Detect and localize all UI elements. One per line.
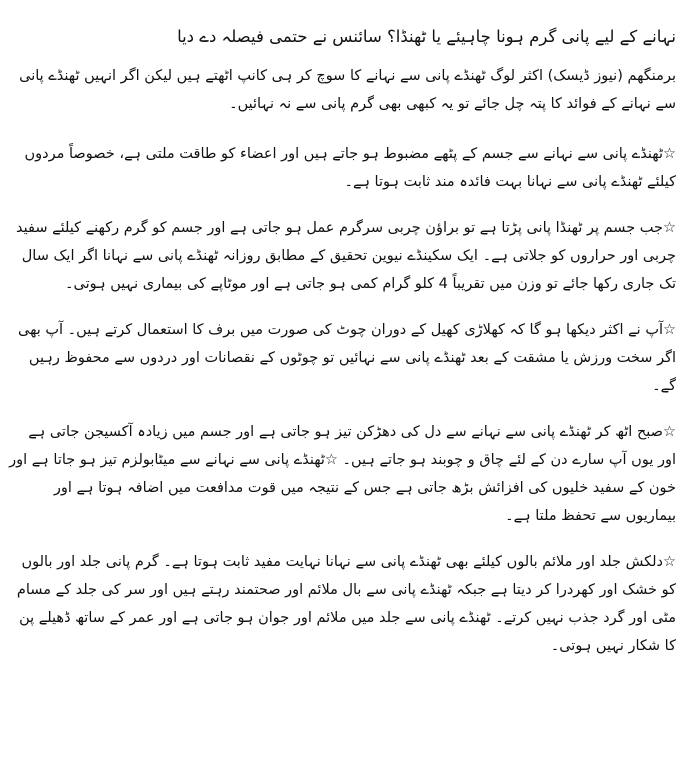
article (8, 0, 676, 660)
paragraph-skin-hair: ☆دلکش جلد اور ملائم بالوں کیلئے بھی ٹھنڈے پانی سے نہانا نہایت مفید ثابت ہوتا ہے۔ گرم پانی جلد اور بالوں کو خشک اور کھردرا کر دیتا ہے جبکہ ٹھنڈے پانی سے بال ملائم اور صحتمند رہتے ہیں اور سر کی جلد کے مسام مٹی اور گرد جذب نہیں کرتے۔ ٹھنڈے پانی سے جلد میں ملائم اور جوان ہو جاتی ہے اور عمر کے ساتھ ڈھیلے پن کا شکار نہیں ہوتی۔ (16, 554, 676, 654)
paragraph-heart-immunity: ☆صبح اٹھ کر ٹھنڈے پانی سے نہانے سے دل کی دھڑکن تیز ہو جاتی ہے اور جسم میں زیادہ آکسیجن جاتی ہے اور یوں آپ سارے دن کے لئے چاق و چوبند ہو جاتے ہیں۔ ☆ٹھنڈے پانی سے نہانے سے میٹابولزم تیز ہو جاتا ہے اور خون کے سفید خلیوں کی افزائش بڑھ جاتی ہے جس کے نتیجہ میں قوت مدافعت میں اضافہ ہوتا ہے اور بیماریوں سے تحفظ ملتا ہے۔ (9, 424, 676, 524)
paragraph-injury-recovery: ☆آپ نے اکثر دیکھا ہو گا کہ کھلاڑی کھیل کے دوران چوٹ کی صورت میں برف کا استعمال کرتے ہیں۔ آپ بھی اگر سخت ورزش یا مشقت کے بعد ٹھنڈے پانی سے نہائیں تو چوٹوں کے نقصانات اور دردوں سے محفوظ رہیں گے۔ (17, 322, 676, 394)
paragraph-intro: برمنگھم (نیوز ڈیسک) اکثر لوگ ٹھنڈے پانی سے نہانے کا سوچ کر ہی کانپ اٹھتے ہیں لیکن اگر انہیں ٹھنڈے پانی سے نہانے کے فوائد کا پتہ چل جائے تو یہ کبھی بھی گرم پانی سے نہ نہائیں۔ (19, 68, 676, 112)
paragraph-fat-burning: ☆جب جسم پر ٹھنڈا پانی پڑتا ہے تو براؤن چربی سرگرم عمل ہو جاتی ہے اور جسم کو گرم رکھنے کیلئے سفید چربی اور حراروں کو جلاتی ہے۔ ایک سکینڈے نیوین تحقیق کے مطابق روزانہ ٹھنڈے پانی سے نہانا اگر ایک سال تک جاری رکھا جائے تو وزن میں تقریباً 4 کلو گرام کمی ہو جاتی ہے اور موٹاپے کی بیماری نہیں ہوتی۔ (16, 220, 676, 292)
article-title: نہانے کے لیے پانی گرم ہونا چاہیئے یا ٹھنڈا؟ سائنس نے حتمی فیصلہ دے دیا (177, 27, 676, 46)
paragraph-muscles: ☆ٹھنڈے پانی سے نہانے سے جسم کے پٹھے مضبوط ہو جاتے ہیں اور اعضاء کو طاقت ملتی ہے، خصوصاً مردوں کیلئے ٹھنڈے پانی سے نہانا بہت فائدہ مند ثابت ہوتا ہے۔ (24, 146, 676, 190)
